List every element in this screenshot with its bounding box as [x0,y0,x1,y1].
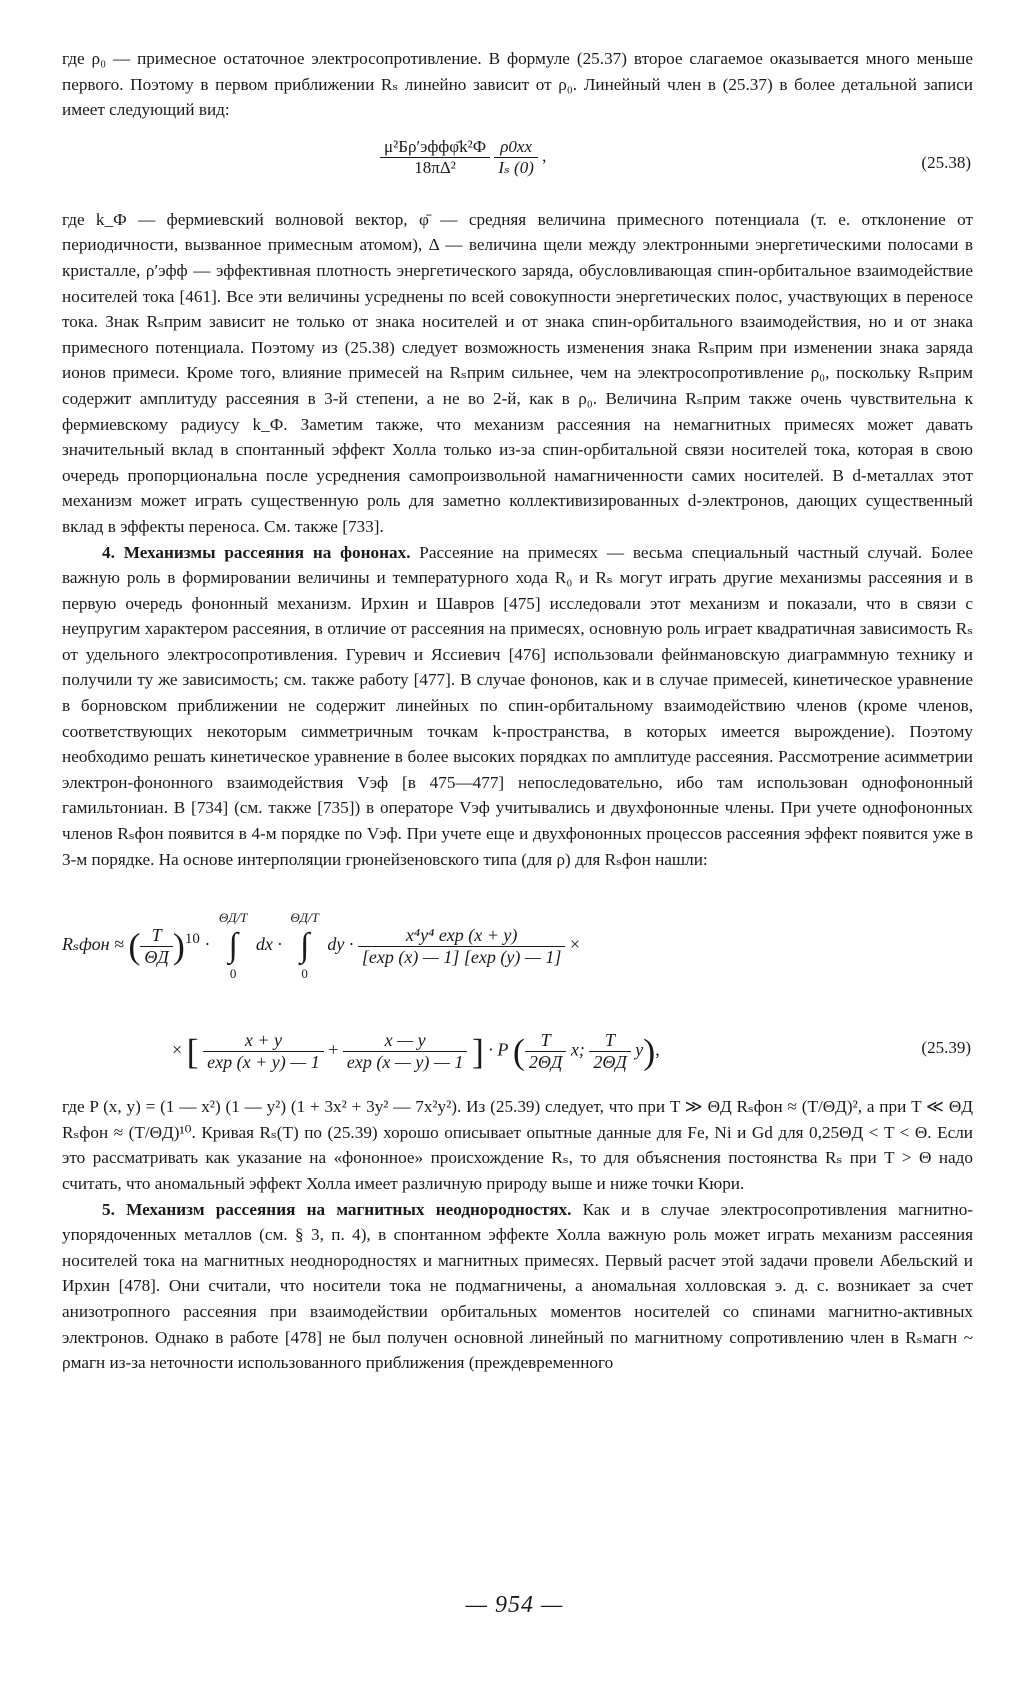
eq2-integral-x-sign: ∫ [228,927,238,965]
eq2-frac-2 [343,1030,467,1073]
eq2-arg-2-den: 2ΘД [593,1052,627,1073]
eq2-integral-x-upper: ΘД/T [218,910,248,926]
section-heading-magnetic: 5. Механизм рассеяния на магнитных неоднородностях. [102,1199,572,1219]
equation-number-25-38: (25.38) [921,152,971,172]
eq2-p-open: ( [512,1031,525,1072]
eq2-integral-x-lower: 0 [229,966,237,982]
paragraph-2: где k_Ф — фермиевский волновой вектор, φ̄ — средняя величина примесного потенциала (т. е. отклонение от периодичности, вызванное примесным атомом), Δ — величина щели между электронными энергетическими полосами в кристалле, ρ′эфф — эффективная плотность энергетического заряда, обусловливающая спин-орбитальное взаимодействие носителей тока [461]. Все эти величины усреднены по всей совокупности энергетических полос, участвующих в переносе тока. Знак Rₛприм зависит не только от знака носителей и от знака спин-орбитального взаимодействия, но и от знака примесного потенциала. Поэтому из (25.38) следует возможность изменения знака Rₛприм при изменении знака заряда ионов примеси. Кроме того, влияние примесей на Rₛприм сильнее, чем на электросопротивление ρ₀, поскольку Rₛприм содержит амплитуду рассеяния в 3-й степени, а не во 2-й, как в ρ₀. Величина Rₛприм также очень чувствительна к фермиевскому радиусу k_Ф. Заметим также, что механизм рассеяния на немагнитных примесях может давать значительный вклад в спонтанный эффект Холла только из-за спин-орбитальной связи носителей тока, которая в свою очередь пропорциональна после усреднения самопроизвольной намагниченности самих носителей. В d-металлах этот механизм может играть существенную роль для заметно коллективизированных d-электронов, дающих существенный вклад в эффекты переноса. См. также [733]. [62,209,973,536]
equation-number-25-39: (25.39) [921,1038,971,1058]
eq1-comma: , [542,146,547,166]
eq2-frac-1-den: exp (x + y) — 1 [207,1052,320,1073]
paragraph-1: где ρ₀ — примесное остаточное электросопротивление. В формуле (25.37) второе слагаемое оказывается много меньше первого. Поэтому в первом приближении Rₛ линейно зависит от ρ₀. Линейный член в (25.37) в более детальной записи имеет следующий вид: [62,49,973,120]
eq2-close-paren: ) [172,926,185,967]
eq2-frac-1 [203,1030,324,1073]
paragraph-5-body: Как и в случае электросопротивления магнитно-упорядоченных металлов (см. § 3, п. 4), в спонтанном эффекте Холла важную роль может играть механизм рассеяния носителей тока на магнитных неоднородностях и магнитных примесях. Первый расчет этой задачи провели Абельский и Ирхин [478]. Они считали, что носители тока не подмагничены, а аномальная холловская э. д. с. возникает за счет анизотропного рассеяния при взаимодействии орбитальных моментов носителей со спинами магнитно-активных электронов. Однако в работе [478] не был получен основной линейный по магнитному сопротивлению член в Rₛмагн ~ ρмагн из-за неточности использованного приближения (преждевременного [62,1199,974,1373]
equation-25-39 [62,872,973,1094]
eq1-fraction-2 [494,137,537,178]
eq1-denominator-2: Iₛ (0) [498,157,534,177]
eq2-comma: , [655,1039,660,1060]
eq2-row-2 [172,1030,660,1073]
eq2-integral-y-sign: ∫ [299,927,310,965]
eq2-ratio-num: T [140,925,172,947]
eq2-arg-1-den: 2ΘД [528,1052,563,1073]
eq2-integral-x [219,910,248,982]
eq2-ratio-den: ΘД [144,946,169,967]
paragraph-5 [62,1197,973,1376]
eq2-p-label: · P [488,1039,509,1060]
section-heading-phonons: 4. Механизмы рассеяния на фононах. [102,542,411,562]
paragraph-3-body: Рассеяние на примесях — весьма специальный частный случай. Более важную роль в формировании величины и температурного хода R₀ и Rₛ могут играть другие механизмы рассеяния и в первую очередь фононный механизм. Ирхин и Шавров [475] исследовали этот механизм и показали, что в связи с неупругим характером рассеяния, в отличие от рассеяния на примесях, основную роль играет квадратичная зависимость Rₛ от удельного электросопротивления. Гуревич и Яссиевич [476] использовали фейнмановскую диаграммную технику и получили ту же зависимость; см. также работу [477]. В случае фононов, как и в случае примесей, кинетическое уравнение в борновском приближении не содержит линейных по спин-орбитальному взаимодействию членов (кроме членов, соответствующих некоторым симметричным точкам k-пространства, в которых имеется вырождение). Поэтому необходимо решать кинетическое уравнение в более высоких порядках по амплитуде рассеяния. Рассмотрение асимметрии электрон-фононного взаимодействия Vэф [в 475—477] непоследовательно, ибо там использован однофононный гамильтониан. В [734] (см. также [735]) в операторе Vэф учитывались и двухфононные члены. При учете однофононных членов Rₛфон появится в 4-м порядке по Vэф. При учете еще и двухфононных процессов рассеяния эффект появится уже в 3-м порядке. На основе интерполяции грюнейзеновского типа (для ρ) для Rₛфон нашли: [62,542,973,869]
eq2-ratio [140,925,172,968]
eq2-arg-1-num: T [525,1030,566,1052]
eq2-times-2: × [172,1039,183,1060]
eq2-arg-2 [589,1030,630,1073]
eq2-integral-y-upper: ΘД/T [290,910,319,926]
eq2-frac-2-num: x — y [343,1030,467,1052]
paragraph-3 [62,540,973,873]
eq2-p-close: ) [643,1031,656,1072]
eq2-power: 10 [184,931,200,948]
eq2-close-bracket: ] [471,1031,484,1072]
eq2-open-paren: ( [128,926,141,967]
eq2-main-fraction [358,925,565,968]
eq1-numerator-2: ρ0xx [494,137,537,158]
eq2-plus: + [328,1039,339,1060]
eq2-arg-2-var: y [635,1039,644,1060]
eq2-integral-y-lower: 0 [301,966,308,982]
equation-25-38 [62,123,973,207]
eq2-main-den: [exp (x) — 1] [exp (y) — 1] [361,946,562,967]
eq1-numerator-1: μ²Бρ′эффφ̄k²Ф [380,137,490,158]
paragraph-4: где P (x, y) = (1 — x²) (1 — y²) (1 + 3x² + 3y² — 7x²y²). Из (25.39) следует, что при T ≫ ΘД Rₛфон ≈ (T/ΘД)², а при T ≪ ΘД Rₛфон ≈ (T/ΘД)¹⁰. Кривая Rₛ(T) по (25.39) хорошо описывает опытные данные для Fe, Ni и Gd для 0,25ΘД < T < Θ. Если это рассматривать как указание на «фононное» происхождение Rₛ, то для объяснения постоянства Rₛ при T > Θ надо считать, что аномальный эффект Холла имеет различную природу выше и ниже точки Кюри. [62,1097,973,1193]
eq2-frac-2-den: exp (x — y) — 1 [346,1052,464,1073]
eq2-times: × [569,934,581,955]
eq2-main-num: x⁴y⁴ exp (x + y) [358,925,565,947]
eq2-arg-2-num: T [589,1030,630,1052]
eq1-denominator-1: 18πΔ² [414,157,456,177]
page-number: — 954 — [465,1592,564,1618]
eq2-lhs: Rₛфон ≈ [62,934,124,955]
eq2-frac-1-num: x + y [203,1030,324,1052]
eq1-fraction-1 [380,137,490,178]
eq2-dx: dx · [255,934,282,955]
eq2-arg-1 [525,1030,566,1073]
eq2-dot: · [204,934,215,955]
eq2-dy: dy · [327,934,354,955]
eq2-integral-y [290,910,319,982]
eq2-open-bracket: [ [186,1031,199,1072]
eq2-row-1 [62,910,580,982]
eq2-arg-1-var: x; [570,1039,585,1060]
